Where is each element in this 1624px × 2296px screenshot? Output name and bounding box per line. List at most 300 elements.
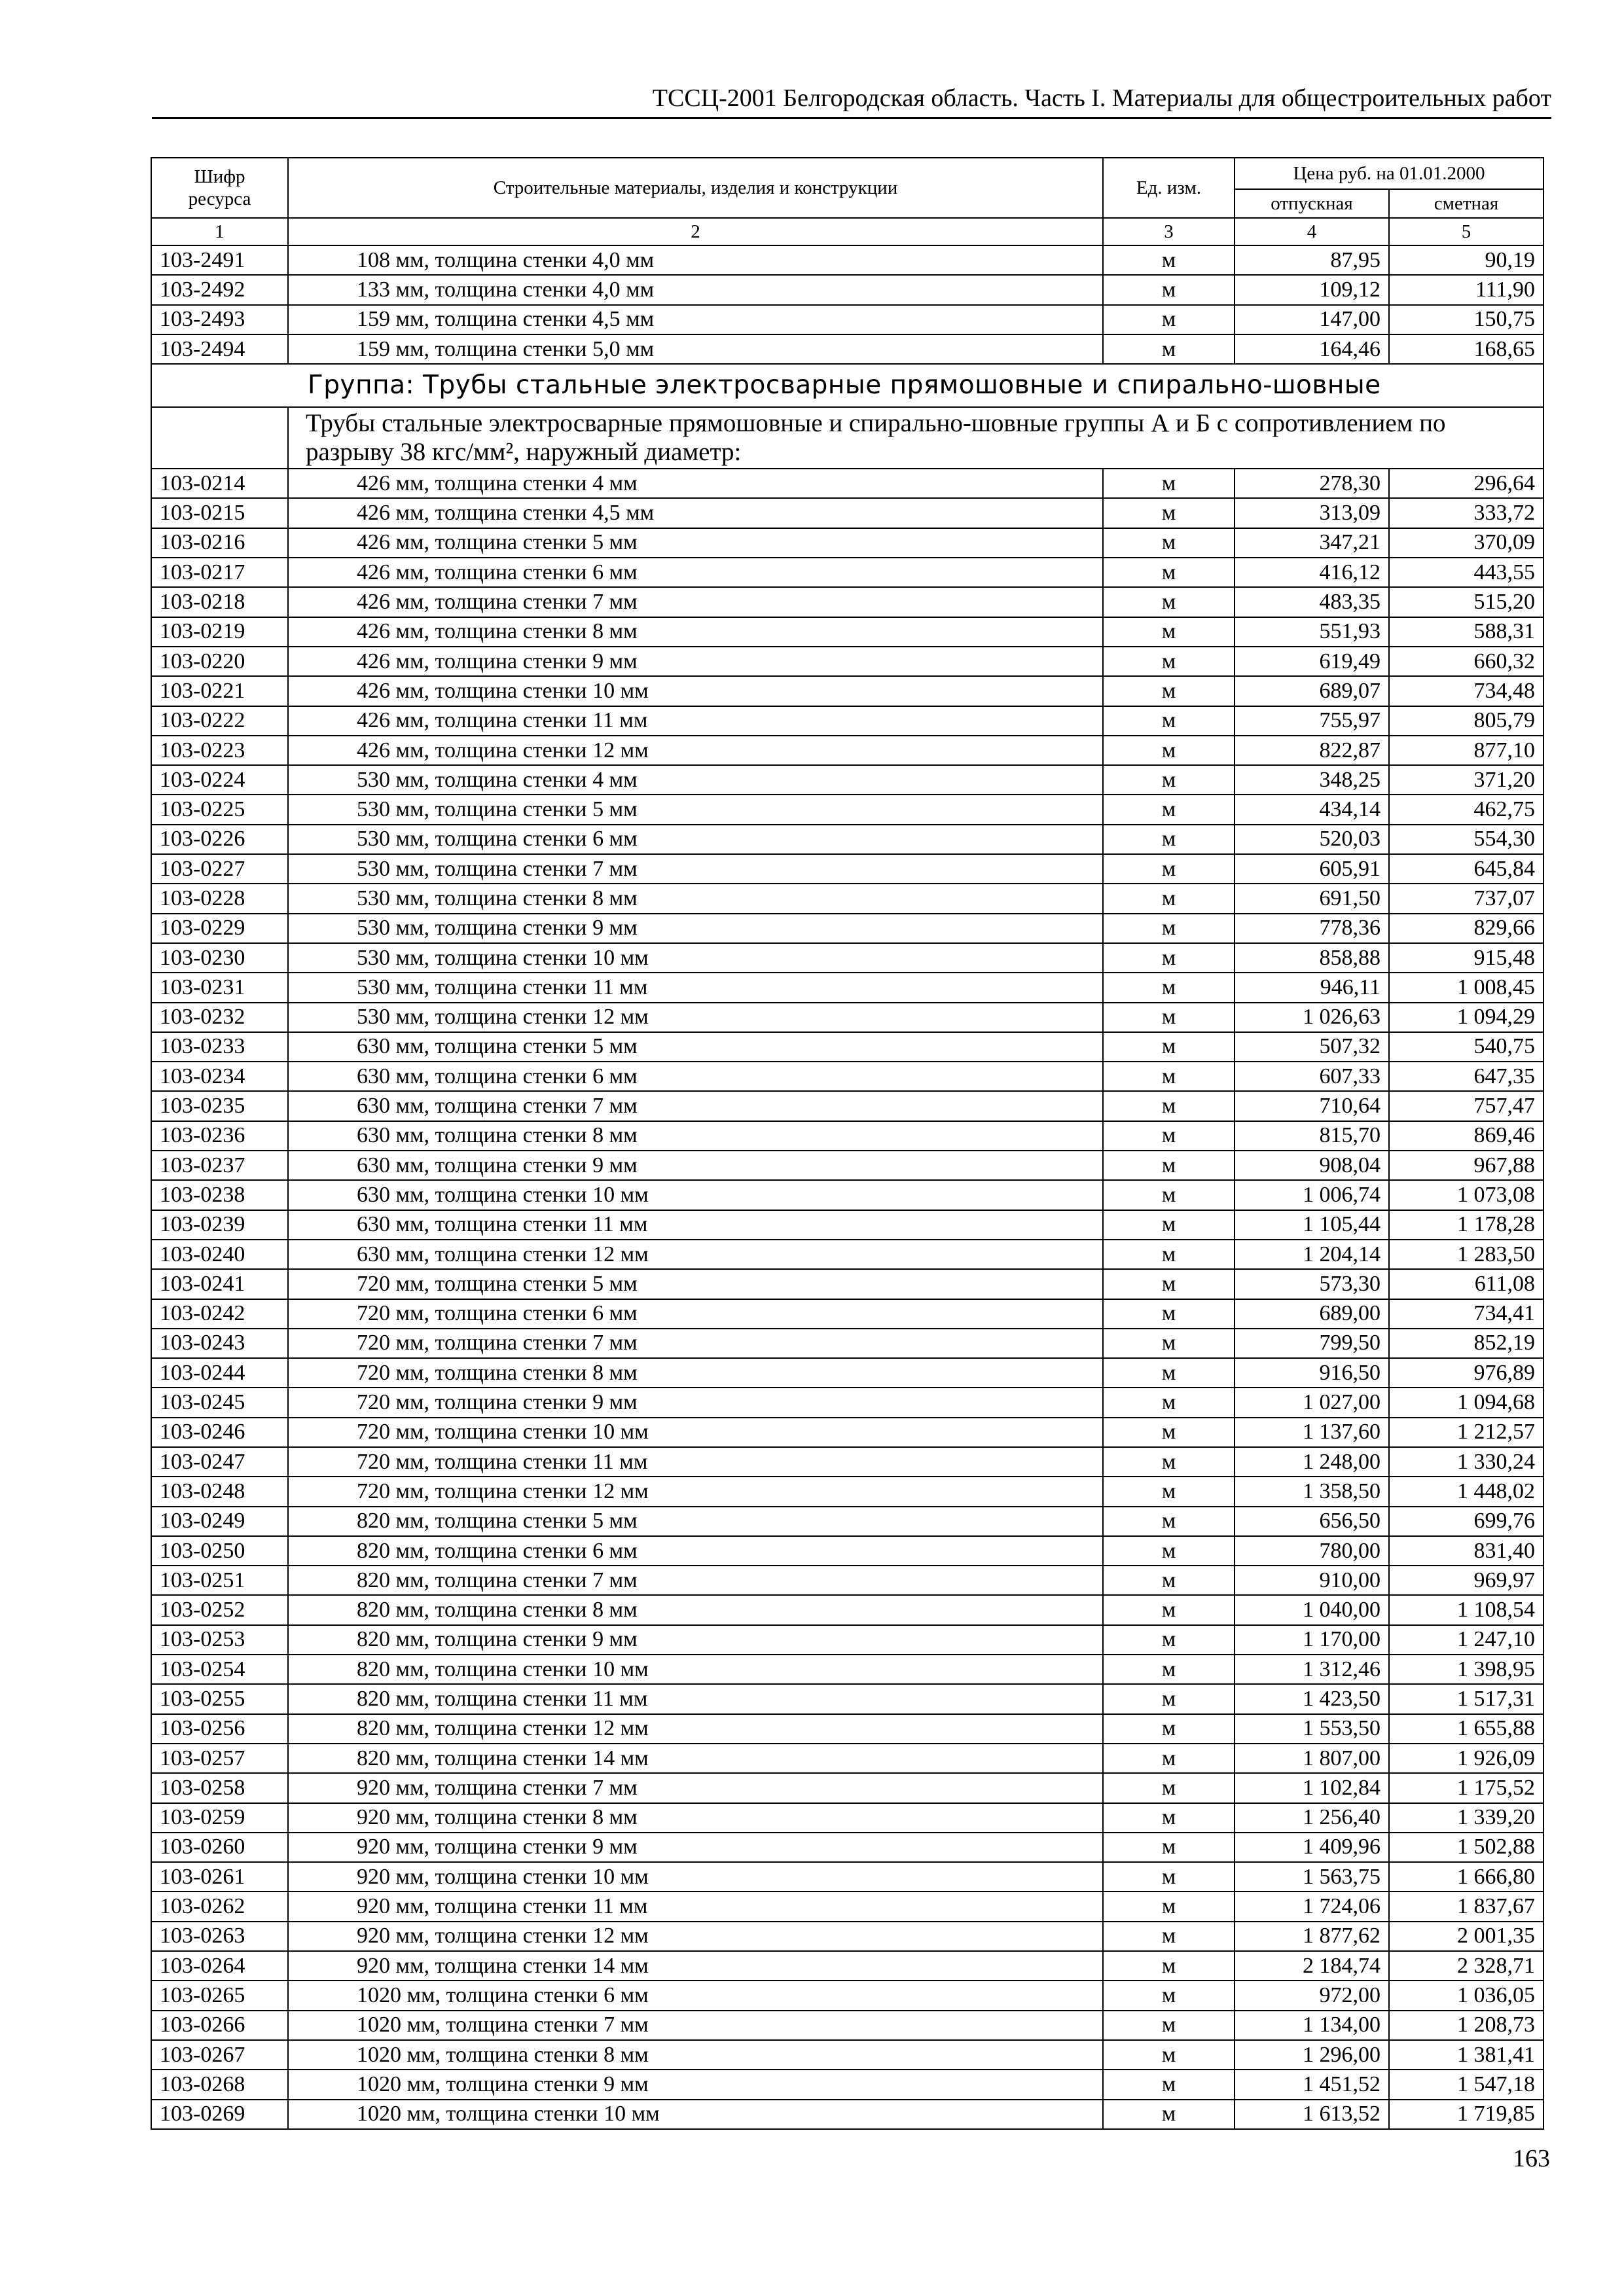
material-name: 920 мм, толщина стенки 11 мм xyxy=(288,1892,1103,1921)
release-price: 1 877,62 xyxy=(1235,1922,1389,1951)
resource-code: 103-0227 xyxy=(151,854,288,884)
unit-cell: м xyxy=(1103,884,1235,913)
estimate-price: 660,32 xyxy=(1389,647,1543,676)
unit-cell: м xyxy=(1103,1477,1235,1506)
release-price: 1 409,96 xyxy=(1235,1833,1389,1862)
estimate-price: 1 398,95 xyxy=(1389,1655,1543,1684)
resource-code: 103-0260 xyxy=(151,1833,288,1862)
material-name: 530 мм, толщина стенки 4 мм xyxy=(288,765,1103,795)
estimate-price: 296,64 xyxy=(1389,469,1543,498)
release-price: 109,12 xyxy=(1235,275,1389,304)
estimate-price: 150,75 xyxy=(1389,305,1543,334)
estimate-price: 515,20 xyxy=(1389,587,1543,617)
release-price: 507,32 xyxy=(1235,1032,1389,1062)
estimate-price: 976,89 xyxy=(1389,1358,1543,1388)
group-title-row xyxy=(151,364,1543,407)
table-row xyxy=(151,1091,1543,1121)
material-name: 630 мм, толщина стенки 11 мм xyxy=(288,1210,1103,1240)
release-price: 2 184,74 xyxy=(1235,1951,1389,1981)
header-rule xyxy=(152,117,1551,119)
table-row xyxy=(151,1299,1543,1329)
estimate-price: 737,07 xyxy=(1389,884,1543,913)
material-name: 630 мм, толщина стенки 5 мм xyxy=(288,1032,1103,1062)
table-row xyxy=(151,1329,1543,1358)
estimate-price: 805,79 xyxy=(1389,706,1543,736)
material-name: 1020 мм, толщина стенки 10 мм xyxy=(288,2100,1103,2129)
release-price: 1 296,00 xyxy=(1235,2040,1389,2070)
resource-code: 103-0224 xyxy=(151,765,288,795)
material-name: 820 мм, толщина стенки 11 мм xyxy=(288,1684,1103,1713)
resource-code: 103-0228 xyxy=(151,884,288,913)
material-name: 630 мм, толщина стенки 9 мм xyxy=(288,1151,1103,1180)
table-row xyxy=(151,1477,1543,1506)
material-name: 630 мм, толщина стенки 10 мм xyxy=(288,1180,1103,1210)
table-row xyxy=(151,1358,1543,1388)
table-row xyxy=(151,914,1543,943)
material-name: 426 мм, толщина стенки 4,5 мм xyxy=(288,498,1103,528)
estimate-price: 1 283,50 xyxy=(1389,1240,1543,1269)
col-header-name xyxy=(288,158,1103,218)
material-name: 630 мм, толщина стенки 12 мм xyxy=(288,1240,1103,1269)
release-price: 348,25 xyxy=(1235,765,1389,795)
table-row xyxy=(151,1744,1543,1773)
release-price: 1 248,00 xyxy=(1235,1447,1389,1477)
resource-code: 103-0253 xyxy=(151,1625,288,1655)
material-name: 108 мм, толщина стенки 4,0 мм xyxy=(288,245,1103,275)
unit-cell: м xyxy=(1103,1684,1235,1713)
unit-cell: м xyxy=(1103,676,1235,706)
estimate-price: 554,30 xyxy=(1389,825,1543,854)
estimate-price: 699,76 xyxy=(1389,1507,1543,1536)
material-name: 530 мм, толщина стенки 7 мм xyxy=(288,854,1103,884)
release-price: 520,03 xyxy=(1235,825,1389,854)
table-row xyxy=(151,1003,1543,1032)
table-row xyxy=(151,1922,1543,1951)
estimate-price: 371,20 xyxy=(1389,765,1543,795)
table-row xyxy=(151,765,1543,795)
estimate-price: 611,08 xyxy=(1389,1269,1543,1299)
material-name: 426 мм, толщина стенки 10 мм xyxy=(288,676,1103,706)
unit-cell: м xyxy=(1103,825,1235,854)
resource-code: 103-2494 xyxy=(151,334,288,364)
release-price: 689,07 xyxy=(1235,676,1389,706)
col-header-estimate xyxy=(1389,189,1543,218)
release-price: 972,00 xyxy=(1235,1981,1389,2010)
release-price: 164,46 xyxy=(1235,334,1389,364)
unit-cell: м xyxy=(1103,765,1235,795)
table-row xyxy=(151,1388,1543,1417)
unit-cell: м xyxy=(1103,1951,1235,1981)
estimate-price: 1 108,54 xyxy=(1389,1595,1543,1624)
resource-code: 103-0233 xyxy=(151,1032,288,1062)
resource-code: 103-0219 xyxy=(151,617,288,647)
table-row xyxy=(151,305,1543,334)
col-header-unit-label: Ед. изм. xyxy=(1136,177,1202,198)
release-price: 1 102,84 xyxy=(1235,1773,1389,1803)
table-row xyxy=(151,2070,1543,2099)
resource-code: 103-0236 xyxy=(151,1121,288,1151)
unit-cell: м xyxy=(1103,973,1235,1002)
table-row xyxy=(151,1833,1543,1862)
unit-cell: м xyxy=(1103,1210,1235,1240)
table-row xyxy=(151,2040,1543,2070)
release-price: 1 563,75 xyxy=(1235,1862,1389,1892)
estimate-price: 1 655,88 xyxy=(1389,1714,1543,1744)
unit-cell: м xyxy=(1103,617,1235,647)
running-header: ТССЦ-2001 Белгородская область. Часть I. Материалы для общестроительных работ xyxy=(652,84,1551,112)
estimate-price: 1 517,31 xyxy=(1389,1684,1543,1713)
col-header-code xyxy=(151,158,288,218)
release-price: 147,00 xyxy=(1235,305,1389,334)
resource-code: 103-0267 xyxy=(151,2040,288,2070)
subgroup-description: Трубы стальные электросварные прямошовные и спирально-шовные группы А и Б с сопротивлением по разрыву 38 кгс/мм², наружный диаметр: xyxy=(288,407,1543,469)
resource-code: 103-0246 xyxy=(151,1418,288,1447)
table-row xyxy=(151,498,1543,528)
table-row xyxy=(151,1566,1543,1595)
estimate-price: 915,48 xyxy=(1389,943,1543,973)
material-name: 426 мм, толщина стенки 6 мм xyxy=(288,558,1103,587)
resource-code: 103-0217 xyxy=(151,558,288,587)
estimate-price: 1 094,29 xyxy=(1389,1003,1543,1032)
unit-cell: м xyxy=(1103,1773,1235,1803)
estimate-price: 2 328,71 xyxy=(1389,1951,1543,1981)
material-name: 530 мм, толщина стенки 5 мм xyxy=(288,795,1103,824)
unit-cell: м xyxy=(1103,1032,1235,1062)
material-name: 920 мм, толщина стенки 14 мм xyxy=(288,1951,1103,1981)
estimate-price: 1 330,24 xyxy=(1389,1447,1543,1477)
unit-cell: м xyxy=(1103,1269,1235,1299)
table-row xyxy=(151,1536,1543,1566)
group-title: Группа: Трубы стальные электросварные прямошовные и спирально-шовные xyxy=(151,364,1543,407)
release-price: 1 026,63 xyxy=(1235,1003,1389,1032)
table-row xyxy=(151,943,1543,973)
material-name: 530 мм, толщина стенки 8 мм xyxy=(288,884,1103,913)
material-name: 530 мм, толщина стенки 6 мм xyxy=(288,825,1103,854)
unit-cell: м xyxy=(1103,469,1235,498)
estimate-price: 370,09 xyxy=(1389,528,1543,558)
unit-cell: м xyxy=(1103,1595,1235,1624)
material-name: 426 мм, толщина стенки 5 мм xyxy=(288,528,1103,558)
resource-code: 103-0242 xyxy=(151,1299,288,1329)
release-price: 1 256,40 xyxy=(1235,1803,1389,1833)
resource-code: 103-0238 xyxy=(151,1180,288,1210)
table-row xyxy=(151,1773,1543,1803)
estimate-price: 1 339,20 xyxy=(1389,1803,1543,1833)
material-name: 1020 мм, толщина стенки 7 мм xyxy=(288,2011,1103,2040)
estimate-price: 967,88 xyxy=(1389,1151,1543,1180)
unit-cell: м xyxy=(1103,706,1235,736)
resource-code: 103-0263 xyxy=(151,1922,288,1951)
estimate-price: 1 178,28 xyxy=(1389,1210,1543,1240)
estimate-price: 1 175,52 xyxy=(1389,1773,1543,1803)
material-name: 920 мм, толщина стенки 8 мм xyxy=(288,1803,1103,1833)
resource-code: 103-0239 xyxy=(151,1210,288,1240)
unit-cell: м xyxy=(1103,1121,1235,1151)
unit-cell: м xyxy=(1103,943,1235,973)
resource-code: 103-0237 xyxy=(151,1151,288,1180)
resource-code: 103-0256 xyxy=(151,1714,288,1744)
release-price: 1 040,00 xyxy=(1235,1595,1389,1624)
unit-cell: м xyxy=(1103,914,1235,943)
table-row xyxy=(151,1892,1543,1921)
col-header-name-label: Строительные материалы, изделия и конструкции xyxy=(493,177,898,198)
release-price: 910,00 xyxy=(1235,1566,1389,1595)
estimate-price: 1 666,80 xyxy=(1389,1862,1543,1892)
material-name: 820 мм, толщина стенки 7 мм xyxy=(288,1566,1103,1595)
estimate-price: 869,46 xyxy=(1389,1121,1543,1151)
resource-code: 103-0249 xyxy=(151,1507,288,1536)
estimate-price: 443,55 xyxy=(1389,558,1543,587)
unit-cell: м xyxy=(1103,1833,1235,1862)
price-table xyxy=(151,157,1544,2130)
release-price: 799,50 xyxy=(1235,1329,1389,1358)
column-number: 3 xyxy=(1103,218,1235,245)
resource-code: 103-0223 xyxy=(151,736,288,765)
release-price: 691,50 xyxy=(1235,884,1389,913)
unit-cell: м xyxy=(1103,2040,1235,2070)
resource-code: 103-2491 xyxy=(151,245,288,275)
material-name: 426 мм, толщина стенки 12 мм xyxy=(288,736,1103,765)
table-row xyxy=(151,1803,1543,1833)
col-header-unit xyxy=(1103,158,1235,218)
estimate-price: 90,19 xyxy=(1389,245,1543,275)
resource-code: 103-0241 xyxy=(151,1269,288,1299)
resource-code: 103-0215 xyxy=(151,498,288,528)
table-row xyxy=(151,1121,1543,1151)
column-number: 5 xyxy=(1389,218,1543,245)
estimate-price: 734,41 xyxy=(1389,1299,1543,1329)
rows-before-group xyxy=(151,245,1543,364)
table-row xyxy=(151,647,1543,676)
resource-code: 103-0268 xyxy=(151,2070,288,2099)
resource-code: 103-0229 xyxy=(151,914,288,943)
resource-code: 103-0247 xyxy=(151,1447,288,1477)
unit-cell: м xyxy=(1103,498,1235,528)
unit-cell: м xyxy=(1103,1981,1235,2010)
estimate-price: 2 001,35 xyxy=(1389,1922,1543,1951)
unit-cell: м xyxy=(1103,2100,1235,2129)
unit-cell: м xyxy=(1103,1744,1235,1773)
table-row xyxy=(151,1210,1543,1240)
resource-code: 103-0264 xyxy=(151,1951,288,1981)
release-price: 916,50 xyxy=(1235,1358,1389,1388)
group-section xyxy=(151,364,1543,469)
resource-code: 103-0257 xyxy=(151,1744,288,1773)
table-row xyxy=(151,2100,1543,2129)
table-row xyxy=(151,1032,1543,1062)
table-row xyxy=(151,1151,1543,1180)
unit-cell: м xyxy=(1103,1151,1235,1180)
resource-code: 103-0231 xyxy=(151,973,288,1002)
unit-cell: м xyxy=(1103,1507,1235,1536)
release-price: 815,70 xyxy=(1235,1121,1389,1151)
table-row xyxy=(151,558,1543,587)
resource-code: 103-0230 xyxy=(151,943,288,973)
estimate-price: 734,48 xyxy=(1389,676,1543,706)
estimate-price: 1 381,41 xyxy=(1389,2040,1543,2070)
table-row xyxy=(151,1862,1543,1892)
unit-cell: м xyxy=(1103,1862,1235,1892)
material-name: 426 мм, толщина стенки 9 мм xyxy=(288,647,1103,676)
unit-cell: м xyxy=(1103,1655,1235,1684)
unit-cell: м xyxy=(1103,558,1235,587)
unit-cell: м xyxy=(1103,854,1235,884)
resource-code: 103-0240 xyxy=(151,1240,288,1269)
estimate-price: 1 212,57 xyxy=(1389,1418,1543,1447)
release-price: 619,49 xyxy=(1235,647,1389,676)
unit-cell: м xyxy=(1103,1003,1235,1032)
resource-code: 103-2492 xyxy=(151,275,288,304)
estimate-price: 645,84 xyxy=(1389,854,1543,884)
rows-after-group xyxy=(151,469,1543,2129)
release-price: 755,97 xyxy=(1235,706,1389,736)
release-price: 822,87 xyxy=(1235,736,1389,765)
material-name: 720 мм, толщина стенки 12 мм xyxy=(288,1477,1103,1506)
unit-cell: м xyxy=(1103,528,1235,558)
material-name: 159 мм, толщина стенки 4,5 мм xyxy=(288,305,1103,334)
resource-code: 103-0225 xyxy=(151,795,288,824)
col-header-price-group xyxy=(1235,158,1543,189)
resource-code: 103-0235 xyxy=(151,1091,288,1121)
unit-cell: м xyxy=(1103,2070,1235,2099)
material-name: 720 мм, толщина стенки 8 мм xyxy=(288,1358,1103,1388)
resource-code: 103-0243 xyxy=(151,1329,288,1358)
unit-cell: м xyxy=(1103,1329,1235,1358)
material-name: 720 мм, толщина стенки 7 мм xyxy=(288,1329,1103,1358)
resource-code: 103-0216 xyxy=(151,528,288,558)
material-name: 920 мм, толщина стенки 12 мм xyxy=(288,1922,1103,1951)
unit-cell: м xyxy=(1103,1358,1235,1388)
material-name: 426 мм, толщина стенки 8 мм xyxy=(288,617,1103,647)
resource-code: 103-0251 xyxy=(151,1566,288,1595)
unit-cell: м xyxy=(1103,275,1235,304)
estimate-price: 588,31 xyxy=(1389,617,1543,647)
unit-cell: м xyxy=(1103,1625,1235,1655)
estimate-price: 1 926,09 xyxy=(1389,1744,1543,1773)
resource-code: 103-0234 xyxy=(151,1062,288,1091)
release-price: 416,12 xyxy=(1235,558,1389,587)
resource-code: 103-2493 xyxy=(151,305,288,334)
release-price: 1 027,00 xyxy=(1235,1388,1389,1417)
release-price: 1 134,00 xyxy=(1235,2011,1389,2040)
material-name: 630 мм, толщина стенки 7 мм xyxy=(288,1091,1103,1121)
estimate-price: 1 448,02 xyxy=(1389,1477,1543,1506)
unit-cell: м xyxy=(1103,587,1235,617)
unit-cell: м xyxy=(1103,736,1235,765)
col-header-price-group-label: Цена руб. на 01.01.2000 xyxy=(1293,163,1485,184)
estimate-price: 1 094,68 xyxy=(1389,1388,1543,1417)
table-row xyxy=(151,676,1543,706)
estimate-price: 540,75 xyxy=(1389,1032,1543,1062)
resource-code: 103-0244 xyxy=(151,1358,288,1388)
release-price: 278,30 xyxy=(1235,469,1389,498)
resource-code: 103-0262 xyxy=(151,1892,288,1921)
table-row xyxy=(151,1684,1543,1713)
material-name: 820 мм, толщина стенки 6 мм xyxy=(288,1536,1103,1566)
material-name: 159 мм, толщина стенки 5,0 мм xyxy=(288,334,1103,364)
unit-cell: м xyxy=(1103,1388,1235,1417)
table-row xyxy=(151,1062,1543,1091)
table-row xyxy=(151,245,1543,275)
column-number: 2 xyxy=(288,218,1103,245)
estimate-price: 1 008,45 xyxy=(1389,973,1543,1002)
release-price: 689,00 xyxy=(1235,1299,1389,1329)
material-name: 630 мм, толщина стенки 8 мм xyxy=(288,1121,1103,1151)
table-row xyxy=(151,469,1543,498)
material-name: 720 мм, толщина стенки 11 мм xyxy=(288,1447,1103,1477)
release-price: 780,00 xyxy=(1235,1536,1389,1566)
material-name: 1020 мм, толщина стенки 9 мм xyxy=(288,2070,1103,2099)
table-header xyxy=(151,158,1543,245)
table-row xyxy=(151,528,1543,558)
release-price: 483,35 xyxy=(1235,587,1389,617)
release-price: 1 170,00 xyxy=(1235,1625,1389,1655)
estimate-price: 1 719,85 xyxy=(1389,2100,1543,2129)
release-price: 573,30 xyxy=(1235,1269,1389,1299)
estimate-price: 647,35 xyxy=(1389,1062,1543,1091)
estimate-price: 1 208,73 xyxy=(1389,2011,1543,2040)
estimate-price: 111,90 xyxy=(1389,275,1543,304)
estimate-price: 333,72 xyxy=(1389,498,1543,528)
unit-cell: м xyxy=(1103,1566,1235,1595)
material-name: 820 мм, толщина стенки 9 мм xyxy=(288,1625,1103,1655)
material-name: 820 мм, толщина стенки 14 мм xyxy=(288,1744,1103,1773)
resource-code: 103-0266 xyxy=(151,2011,288,2040)
release-price: 1 105,44 xyxy=(1235,1210,1389,1240)
unit-cell: м xyxy=(1103,2011,1235,2040)
table-row xyxy=(151,1625,1543,1655)
unit-cell: м xyxy=(1103,647,1235,676)
estimate-price: 1 502,88 xyxy=(1389,1833,1543,1862)
resource-code: 103-0269 xyxy=(151,2100,288,2129)
release-price: 551,93 xyxy=(1235,617,1389,647)
material-name: 820 мм, толщина стенки 5 мм xyxy=(288,1507,1103,1536)
estimate-price: 757,47 xyxy=(1389,1091,1543,1121)
unit-cell: м xyxy=(1103,1091,1235,1121)
release-price: 434,14 xyxy=(1235,795,1389,824)
table-row xyxy=(151,1655,1543,1684)
table-row xyxy=(151,2011,1543,2040)
release-price: 946,11 xyxy=(1235,973,1389,1002)
material-name: 720 мм, толщина стенки 5 мм xyxy=(288,1269,1103,1299)
unit-cell: м xyxy=(1103,334,1235,364)
release-price: 605,91 xyxy=(1235,854,1389,884)
table-row xyxy=(151,825,1543,854)
table-row xyxy=(151,1981,1543,2010)
estimate-price: 969,97 xyxy=(1389,1566,1543,1595)
release-price: 1 553,50 xyxy=(1235,1714,1389,1744)
subgroup-code-cell xyxy=(151,407,288,469)
material-name: 920 мм, толщина стенки 9 мм xyxy=(288,1833,1103,1862)
estimate-price: 1 036,05 xyxy=(1389,1981,1543,2010)
table-row xyxy=(151,617,1543,647)
table-row xyxy=(151,1951,1543,1981)
release-price: 1 204,14 xyxy=(1235,1240,1389,1269)
resource-code: 103-0265 xyxy=(151,1981,288,2010)
resource-code: 103-0258 xyxy=(151,1773,288,1803)
col-header-estimate-label: сметная xyxy=(1434,193,1499,214)
resource-code: 103-0252 xyxy=(151,1595,288,1624)
table-row xyxy=(151,973,1543,1002)
table-row xyxy=(151,1447,1543,1477)
resource-code: 103-0221 xyxy=(151,676,288,706)
table-row xyxy=(151,736,1543,765)
release-price: 908,04 xyxy=(1235,1151,1389,1180)
unit-cell: м xyxy=(1103,795,1235,824)
unit-cell: м xyxy=(1103,1892,1235,1921)
material-name: 133 мм, толщина стенки 4,0 мм xyxy=(288,275,1103,304)
material-name: 920 мм, толщина стенки 10 мм xyxy=(288,1862,1103,1892)
